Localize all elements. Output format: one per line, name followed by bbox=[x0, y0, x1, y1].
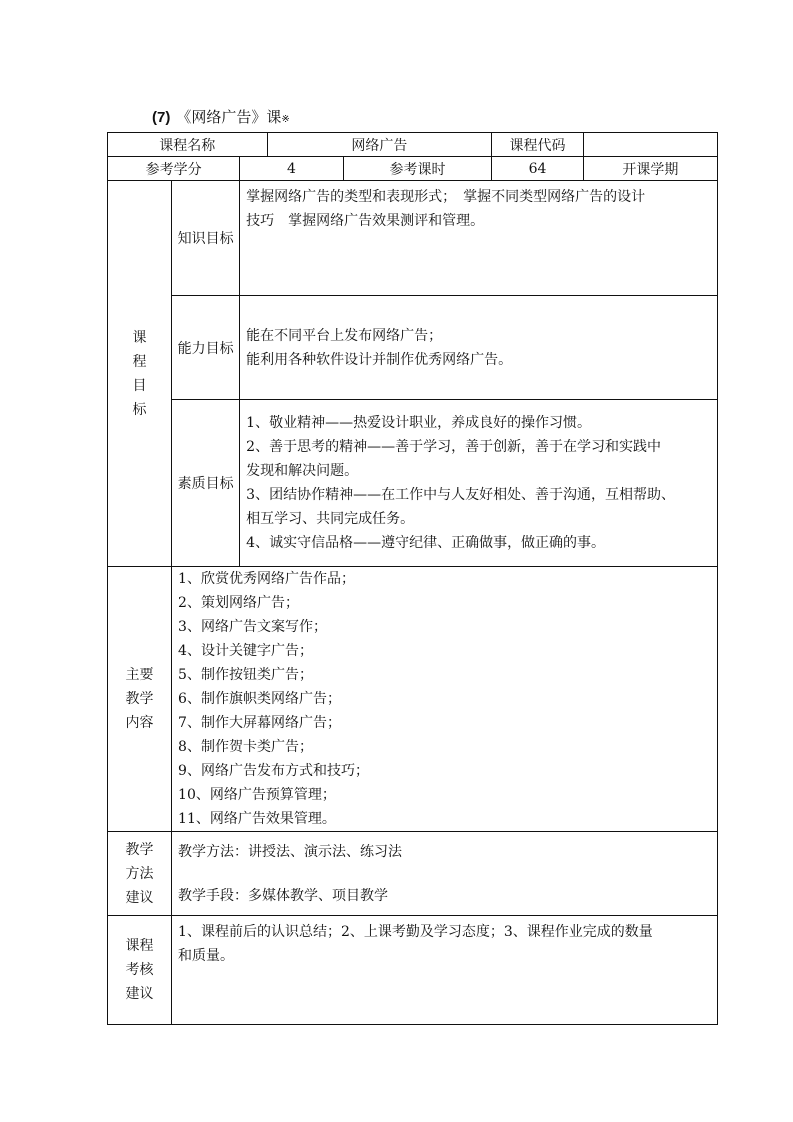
row-teaching-methods bbox=[108, 832, 718, 916]
list-item: 2、策划网络广告； bbox=[178, 595, 299, 611]
course-code-value bbox=[583, 133, 717, 157]
ability-objective-text bbox=[240, 296, 718, 400]
quality-objective-text bbox=[240, 400, 718, 567]
credits-value: 4 bbox=[240, 157, 344, 181]
list-item: 3、网络广告文案写作； bbox=[178, 619, 327, 635]
section-title: 《网络广告》课 bbox=[176, 108, 282, 126]
quality-objective-label: 素质目标 bbox=[172, 400, 240, 567]
methods-label-line: 建议 bbox=[125, 889, 154, 906]
content-label-line: 教学 bbox=[125, 691, 154, 707]
list-item: 1、欣赏优秀网络广告作品； bbox=[178, 571, 355, 587]
objectives-label-char: 课 bbox=[132, 329, 147, 346]
list-item: 5、制作按钮类广告； bbox=[178, 667, 313, 683]
text-line: 和质量。 bbox=[178, 948, 235, 964]
objectives-label-char: 程 bbox=[132, 353, 147, 370]
reference-mark: ※ bbox=[281, 114, 290, 125]
term-label: 开课学期 bbox=[583, 157, 717, 181]
list-item: 10、网络广告预算管理； bbox=[178, 787, 336, 803]
spacer bbox=[178, 864, 713, 884]
list-item: 4、设计关键字广告； bbox=[178, 643, 313, 659]
row-teaching-content bbox=[108, 567, 718, 832]
row-credits bbox=[108, 157, 718, 181]
methods-label-line: 方法 bbox=[125, 865, 154, 882]
content-label-line: 内容 bbox=[125, 715, 154, 731]
objectives-label-char: 目 bbox=[132, 377, 147, 394]
content-list bbox=[172, 567, 718, 832]
knowledge-objective-text bbox=[240, 181, 718, 296]
text-line: 能在不同平台上发布网络广告； bbox=[246, 327, 443, 344]
ability-objective-label: 能力目标 bbox=[172, 296, 240, 400]
hours-label: 参考课时 bbox=[343, 157, 491, 181]
row-ability-objective bbox=[108, 296, 718, 400]
text-line: 相互学习、共同完成任务。 bbox=[246, 511, 415, 527]
content-label bbox=[108, 567, 172, 832]
list-item: 8、制作贺卡类广告； bbox=[178, 739, 313, 755]
assessment-text bbox=[172, 916, 718, 1025]
hours-value: 64 bbox=[492, 157, 584, 181]
methods-label bbox=[108, 832, 172, 916]
text-line: 4、诚实守信品格——遵守纪律、正确做事，做正确的事。 bbox=[246, 535, 606, 551]
text-line: 2、善于思考的精神——善于学习，善于创新，善于在学习和实践中 bbox=[246, 439, 662, 455]
objectives-label bbox=[108, 181, 172, 567]
text-line: 1、敬业精神——热爱设计职业，养成良好的操作习惯。 bbox=[246, 415, 592, 431]
objectives-label-char: 标 bbox=[132, 401, 147, 418]
text-line: 发现和解决问题。 bbox=[246, 463, 359, 479]
assessment-label-line: 建议 bbox=[125, 986, 154, 1002]
text-line: 掌握网络广告的类型和表现形式； 掌握不同类型网络广告的设计 bbox=[246, 189, 646, 205]
teaching-method: 教学方法：讲授法、演示法、练习法 bbox=[178, 843, 403, 860]
list-item: 7、制作大屏幕网络广告； bbox=[178, 715, 341, 731]
row-quality-objective bbox=[108, 400, 718, 567]
course-code-label: 课程代码 bbox=[492, 133, 584, 157]
text-line: 技巧 掌握网络广告效果测评和管理。 bbox=[246, 213, 485, 229]
list-item: 11、网络广告效果管理。 bbox=[178, 811, 336, 827]
section-number: (7) bbox=[152, 109, 171, 126]
teaching-means: 教学手段：多媒体教学、项目教学 bbox=[178, 887, 389, 904]
credits-label: 参考学分 bbox=[108, 157, 240, 181]
content-label-line: 主要 bbox=[125, 667, 154, 683]
knowledge-objective-label: 知识目标 bbox=[172, 181, 240, 296]
assessment-label bbox=[108, 916, 172, 1025]
text-line: 1、课程前后的认识总结；2、上课考勤及学习态度；3、课程作业完成的数量 bbox=[178, 924, 653, 940]
row-assessment bbox=[108, 916, 718, 1025]
methods-label-line: 教学 bbox=[125, 841, 154, 858]
list-item: 6、制作旗帜类网络广告； bbox=[178, 691, 341, 707]
row-course-name bbox=[108, 133, 718, 157]
text-line: 能利用各种软件设计并制作优秀网络广告。 bbox=[246, 351, 513, 368]
course-table bbox=[107, 132, 718, 1025]
course-name-label: 课程名称 bbox=[108, 133, 268, 157]
assessment-label-line: 考核 bbox=[125, 962, 154, 978]
assessment-label-line: 课程 bbox=[125, 938, 154, 954]
row-knowledge-objective bbox=[108, 181, 718, 296]
text-line: 3、团结协作精神——在工作中与人友好相处、善于沟通，互相帮助、 bbox=[246, 487, 676, 503]
course-name-value: 网络广告 bbox=[267, 133, 492, 157]
section-heading bbox=[152, 106, 290, 127]
methods-text bbox=[172, 832, 718, 916]
list-item: 9、网络广告发布方式和技巧； bbox=[178, 763, 369, 779]
